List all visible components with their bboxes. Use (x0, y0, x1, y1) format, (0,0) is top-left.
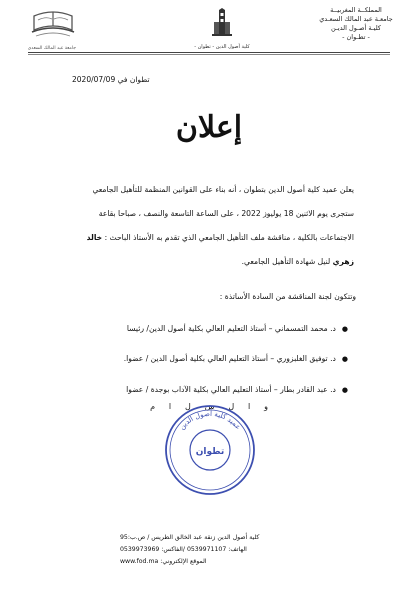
footer-address: كلية أصول الدين زنقة عبد الخالق الطريس / ص.ب:95 (120, 534, 260, 541)
header-divider (28, 52, 390, 53)
paragraph-line-1: يعلن عميد كلية أصول الدين بتطوان ، أنه بناء على القوانين المنظمة للتأهيل الجامعي (92, 185, 354, 194)
member-text: د. محمد التمسماني – أستاذ التعليم العالي بكلية أصول الدين/ رئيسا (126, 324, 336, 333)
book-logo-icon (30, 8, 76, 42)
paragraph-line-4 (66, 250, 354, 274)
member-text: د. توفيق الغلبزوري – أستاذ التعليم العالي بكلية أصول الدين / عضوا. (123, 354, 336, 363)
university-logo (27, 8, 76, 51)
logo-caption: كلية أصول الدين - تطوان - (194, 44, 250, 50)
bullet-icon: ● (341, 386, 348, 394)
bullet-icon: ● (341, 325, 348, 333)
closing-letter: ل (228, 402, 235, 411)
header-line-2: جامعـة عبد المالك السعـدي (319, 15, 393, 23)
header-line-4: - تطـوان - (342, 33, 370, 41)
stamp-arc-text: عميد كلية أصول الدين (177, 409, 243, 432)
university-logo-caption: جامعة عبد المالك السعدي (27, 46, 76, 51)
announcement-paragraph (66, 178, 354, 274)
page-title: إعلان (175, 110, 243, 145)
header-line-1: المملكــة المغربيــة (330, 6, 382, 14)
closing-letter: ا (168, 402, 172, 411)
stamp-center-text: تطوان (195, 447, 225, 457)
committee-member (58, 354, 348, 363)
closing-letter: س (204, 402, 215, 411)
paragraph-line-3-text: الاجتماعات بالكلية ، مناقشة ملف التأهيل الجامعي الذي تقدم به الأستاذ الباحث : (104, 233, 354, 242)
institution-header (306, 6, 406, 42)
tower-logo-icon (210, 8, 234, 38)
document-date: تطوان في 2020/07/09 (72, 75, 150, 84)
footer-contact (120, 532, 259, 568)
official-stamp (162, 402, 258, 498)
committee-intro: وتتكون لجنة المناقشة من السادة الأساتذة : (219, 292, 356, 301)
member-text: د. عبد القادر بطار – أستاذ التعليم العالي بكلية الآداب بوجدة / عضوا (126, 385, 336, 394)
footer-website: الموقع الإلكتروني: www.fod.ma (120, 558, 207, 565)
paragraph-line-3 (66, 226, 354, 250)
committee-member (58, 385, 348, 394)
faculty-logo (192, 8, 252, 50)
closing-letter: و (264, 402, 268, 411)
paragraph-line-4-text: لنيل شهادة التأهيل الجامعي. (241, 257, 331, 266)
header-line-3: كليـة أصـول الديـن (331, 24, 381, 32)
committee-member (58, 324, 348, 333)
footer-phone: الهاتف: 0539971107 /الفاكس: 0539973969 (120, 546, 247, 553)
paragraph-line-2: ستجرى يوم الاثنين 18 يوليوز 2022 ، على الساعة التاسعة والنصف ، صباحا بقاعة (98, 209, 354, 218)
closing-letter: ل (185, 402, 191, 411)
header-divider-thin (28, 54, 390, 55)
bullet-icon: ● (341, 355, 348, 363)
candidate-first-name: خالد (86, 233, 103, 242)
closing-letter: م (150, 402, 156, 411)
closing-letter: ا (248, 402, 251, 411)
candidate-last-name: زهري (332, 257, 354, 266)
